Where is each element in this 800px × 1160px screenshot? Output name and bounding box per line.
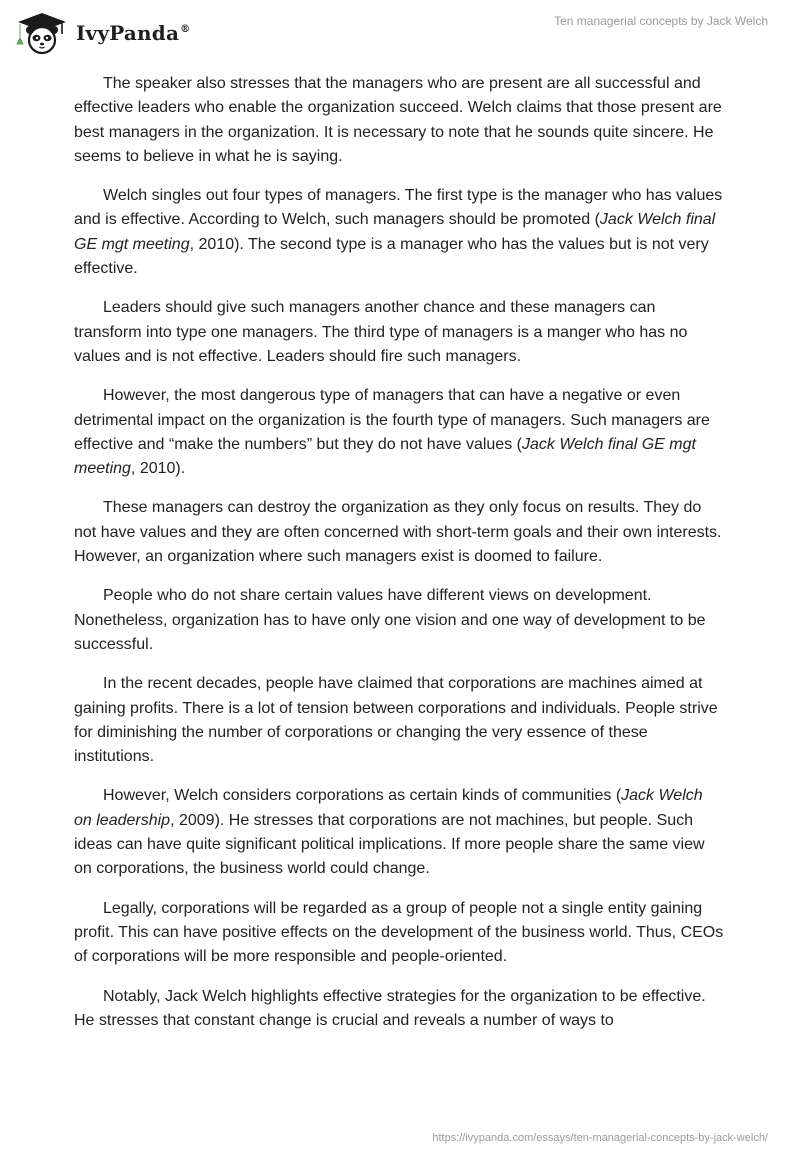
paragraph-text: However, the most dangerous type of managers that can have a negative or even detrimental impact on the organization is the fourth type of managers. Such managers are effective and “make the numbers” but they do not have values ( <box>74 387 710 453</box>
citation-title: Jack Welch final GE mgt meeting <box>74 211 716 253</box>
paragraph <box>74 184 724 281</box>
citation-title: Jack Welch on leadership <box>74 787 703 829</box>
paragraph-text: Notably, Jack Welch highlights effective strategies for the organization to be effective. He stresses that constant change is crucial and reveals a number of ways to <box>74 987 706 1029</box>
paragraph <box>74 384 724 481</box>
paragraph <box>74 496 724 569</box>
paragraph-text: Welch singles out four types of managers. The first type is the manager who has values and is effective. According to Welch, such managers should be promoted ( <box>74 187 723 229</box>
paragraph <box>74 897 724 970</box>
trademark-mark: ® <box>180 24 191 36</box>
ivypanda-logo[interactable] <box>14 10 190 56</box>
paragraph-text: Leaders should give such managers another chance and these managers can transform into type one managers. The third type of managers is a manger who has no values and is not effective. Leaders should fire such managers. <box>74 299 688 365</box>
brand-name: IvyPanda® <box>76 21 191 45</box>
paragraph-text: People who do not share certain values have different views on development. Nonetheless, organization has to have only one vision and one way of development to be successful. <box>74 587 706 653</box>
paragraph-text: , 2010). <box>130 460 186 478</box>
essay-body <box>74 72 724 1048</box>
document-title: Ten managerial concepts by Jack Welch <box>554 14 768 28</box>
paragraph-text: , 2010). The second type is a manager who has the values but is not very effective. <box>74 235 709 278</box>
page-header <box>0 0 800 70</box>
source-url[interactable]: https://ivypanda.com/essays/ten-managerial-concepts-by-jack-welch/ <box>432 1132 768 1144</box>
paragraph <box>74 296 724 369</box>
paragraph-text: In the recent decades, people have claimed that corporations are machines aimed at gaining profits. There is a lot of tension between corporations and individuals. People strive for diminishing the number of corporations or changing the very essence of these institutions. <box>74 675 718 766</box>
paragraph <box>74 985 724 1034</box>
paragraph-text: The speaker also stresses that the managers who are present are all successful and effective leaders who enable the organization succeed. Welch claims that those present are best managers in the organization. It is necessary to note that he sounds quite sincere. He seems to believe in what he is saying. <box>74 75 722 165</box>
paragraph-text: , 2009). He stresses that corporations are not machines, but people. Such ideas can have quite significant political implications. If more people share the same view on corporations, the business world could change. <box>74 811 705 878</box>
panda-graduate-icon <box>14 10 70 56</box>
paragraph <box>74 584 724 657</box>
paragraph <box>74 672 724 769</box>
citation-title: Jack Welch final GE mgt meeting <box>74 435 696 478</box>
paragraph <box>74 784 724 881</box>
paragraph-text: However, Welch considers corporations as certain kinds of communities ( <box>103 787 622 805</box>
paragraph-text: These managers can destroy the organization as they only focus on results. They do not have values and they are often concerned with short-term goals and their own interests. However, an organization where such managers exist is doomed to failure. <box>74 499 722 566</box>
paragraph <box>74 72 724 169</box>
paragraph-text: Legally, corporations will be regarded as a group of people not a single entity gaining profit. This can have positive effects on the development of the business world. Thus, CEOs of corporations will be more responsible and people-oriented. <box>74 899 724 966</box>
